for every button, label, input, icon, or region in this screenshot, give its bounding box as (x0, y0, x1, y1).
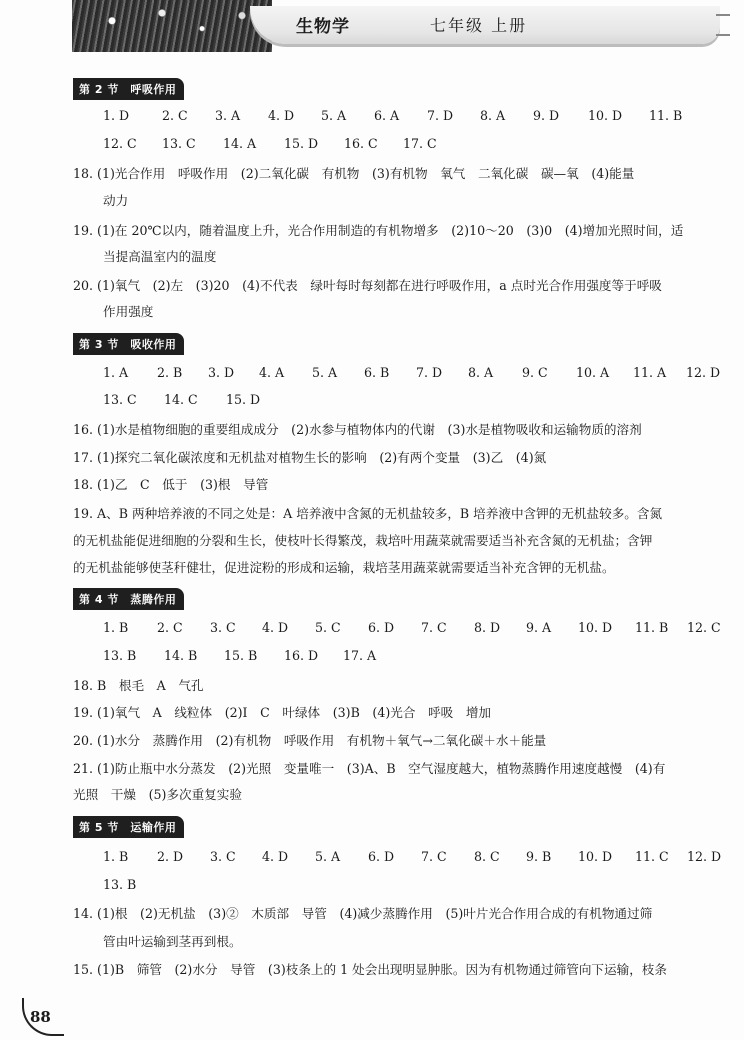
answer: 6. D (368, 849, 395, 864)
answer: 2. D (157, 849, 184, 864)
answer: 16. D (284, 648, 319, 663)
answer: 11. B (649, 108, 683, 123)
answer: 17. C (403, 136, 437, 151)
answer-line: 管由叶运输到茎再到根。 (103, 934, 242, 949)
answer: 14. B (164, 648, 198, 663)
answer: 10. D (588, 108, 623, 123)
answer-line: 18. (1)光合作用 呼吸作用 (2)二氧化碳 有机物 (3)有机物 氧气 二氧化碳 碳—氧 (4)能量 (73, 166, 635, 181)
answer: 9. A (526, 620, 552, 635)
answer-line: 14. (1)根 (2)无机盐 (3)② 木质部 导管 (4)减少蒸腾作用 (5)叶片光合作用合成的有机物通过筛 (73, 906, 653, 921)
answer: 15. D (226, 392, 261, 407)
answer: 13. B (103, 877, 137, 892)
answer-line: 的无机盐能够使茎秆健壮，促进淀粉的形成和运输，栽培茎用蔬菜就需要适当补充含钾的无机盐。 (73, 560, 615, 575)
answer: 1. B (103, 620, 129, 635)
answer-line: 19. A、B 两种培养液的不同之处是：A 培养液中含氮的无机盐较多，B 培养液中含钾的无机盐较多。含氮 (73, 506, 663, 521)
answer-line: 动力 (103, 193, 129, 208)
answer: 14. C (164, 392, 198, 407)
answer: 9. D (533, 108, 560, 123)
answer-row (30, 392, 690, 409)
header-flower-photo (72, 0, 272, 52)
answer: 6. A (374, 108, 400, 123)
answer: 7. D (416, 365, 443, 380)
answer: 14. A (223, 136, 257, 151)
answer: 15. D (284, 136, 319, 151)
answer: 4. D (262, 849, 289, 864)
answer: 2. C (157, 620, 183, 635)
answer-line: 17. (1)探究二氧化碳浓度和无机盐对植物生长的影响 (2)有两个变量 (3)乙 (4)氮 (73, 450, 547, 465)
answer: 3. C (210, 849, 236, 864)
answer: 8. C (474, 849, 500, 864)
answer: 12. C (103, 136, 137, 151)
answer-line: 19. (1)氧气 A 线粒体 (2)Ⅰ C 叶绿体 (3)B (4)光合 呼吸 增加 (73, 705, 492, 720)
answer: 13. C (103, 392, 137, 407)
answer-row (30, 877, 690, 894)
answer-line: 20. (1)氧气 (2)左 (3)20 (4)不代表 绿叶每时每刻都在进行呼吸作用，a 点时光合作用强度等于呼吸 (73, 278, 662, 293)
answer-row (30, 136, 690, 153)
answer: 11. A (633, 365, 667, 380)
section-title: 第 5 节 运输作用 (73, 816, 184, 838)
answer: 7. C (421, 849, 447, 864)
section-transport (73, 816, 713, 838)
answer: 2. C (162, 108, 188, 123)
answer: 4. A (259, 365, 285, 380)
answer: 9. B (526, 849, 552, 864)
section-title: 第 3 节 吸收作用 (73, 333, 184, 355)
answer: 3. D (208, 365, 235, 380)
answer-line: 20. (1)水分 蒸腾作用 (2)有机物 呼吸作用 有机物＋氧气→二氧化碳＋水＋能量 (73, 733, 547, 748)
answer-row (30, 108, 690, 125)
answer: 10. D (578, 849, 613, 864)
answer: 17. A (343, 648, 377, 663)
answer-line: 18. (1)乙 C 低于 (3)根 导管 (73, 477, 269, 492)
answer: 7. D (427, 108, 454, 123)
answer: 3. A (215, 108, 241, 123)
answer: 12. D (686, 365, 721, 380)
answer-line: 当提高温室内的温度 (103, 249, 217, 264)
answer: 12. D (687, 849, 722, 864)
answer: 1. A (103, 365, 129, 380)
answer: 5. A (321, 108, 347, 123)
answer-row (30, 620, 721, 637)
section-transpiration (73, 588, 713, 610)
answer-line: 作用强度 (103, 304, 154, 319)
answer-line: 的无机盐能促进细胞的分裂和生长，使枝叶长得繁茂，栽培叶用蔬菜就需要适当补充含氮的无机盐；含钾 (73, 533, 653, 548)
answer-line: 21. (1)防止瓶中水分蒸发 (2)光照 变量唯一 (3)A、B 空气湿度越大，植物蒸腾作用速度越慢 (4)有 (73, 761, 666, 776)
answer-line: 光照 干燥 (5)多次重复实验 (73, 787, 242, 802)
answer: 15. B (224, 648, 258, 663)
answer: 5. A (315, 849, 341, 864)
answer-line: 16. (1)水是植物细胞的重要组成成分 (2)水参与植物体内的代谢 (3)水是植物吸收和运输物质的溶剂 (73, 422, 642, 437)
answer-line: 18. B 根毛 A 气孔 (73, 678, 204, 693)
answer: 1. D (103, 108, 130, 123)
answer: 9. C (522, 365, 548, 380)
answer: 2. B (157, 365, 183, 380)
header-subject: 生物学 (296, 17, 350, 37)
answer-line: 15. (1)B 筛管 (2)水分 导管 (3)枝条上的 1 处会出现明显肿胀。因为有机物通过筛管向下运输，枝条 (73, 962, 667, 977)
section-absorption (73, 333, 713, 355)
answer: 10. D (578, 620, 613, 635)
section-title: 第 4 节 蒸腾作用 (73, 588, 184, 610)
answer: 1. B (103, 849, 129, 864)
answer: 8. A (468, 365, 494, 380)
answer: 4. D (262, 620, 289, 635)
page-header (0, 0, 744, 60)
answer-row (30, 365, 721, 382)
answer: 13. B (103, 648, 137, 663)
section-respiration (73, 78, 713, 100)
section-title: 第 2 节 呼吸作用 (73, 78, 184, 100)
answer-line: 19. (1)在 20℃以内，随着温度上升，光合作用制造的有机物增多 (2)10～20 (3)0 (4)增加光照时间，适 (73, 223, 684, 238)
answer: 5. C (315, 620, 341, 635)
answer: 4. D (268, 108, 295, 123)
answer: 11. C (635, 849, 669, 864)
page-number: 88 (30, 1008, 51, 1026)
answer: 8. D (474, 620, 501, 635)
answer: 7. C (421, 620, 447, 635)
answer: 8. A (480, 108, 506, 123)
answer: 12. C (687, 620, 721, 635)
answer: 6. D (368, 620, 395, 635)
answer: 10. A (576, 365, 610, 380)
answer: 16. C (344, 136, 378, 151)
header-grade: 七年级 上册 (430, 16, 528, 35)
answer: 11. B (635, 620, 669, 635)
answer: 3. C (210, 620, 236, 635)
book-icon (716, 14, 730, 36)
answer: 5. A (312, 365, 338, 380)
answer-row (30, 849, 722, 866)
answer-row (30, 648, 690, 665)
answer: 13. C (162, 136, 196, 151)
answer: 6. B (364, 365, 390, 380)
